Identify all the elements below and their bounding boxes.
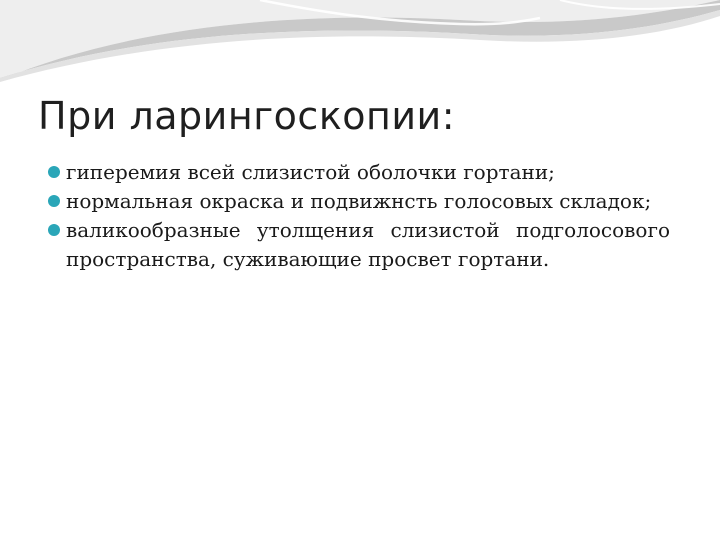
bullet-dot-icon: [48, 195, 60, 207]
slide-title: При ларингоскопии:: [38, 94, 456, 138]
bullet-item: [48, 187, 670, 216]
bullet-text: нормальная окраска и подвижнсть голосовых складок;: [66, 189, 652, 213]
bullet-dot-icon: [48, 166, 60, 178]
bullet-item: [48, 216, 670, 274]
bullet-list: [48, 158, 670, 274]
bullet-text: гиперемия всей слизистой оболочки гортани;: [66, 160, 555, 184]
header-swoosh-decoration: [0, 0, 720, 90]
bullet-dot-icon: [48, 224, 60, 236]
bullet-item: [48, 158, 670, 187]
bullet-text: валикообразные утолщения слизистой подголосового пространства, суживающие просвет гортани.: [66, 218, 670, 271]
